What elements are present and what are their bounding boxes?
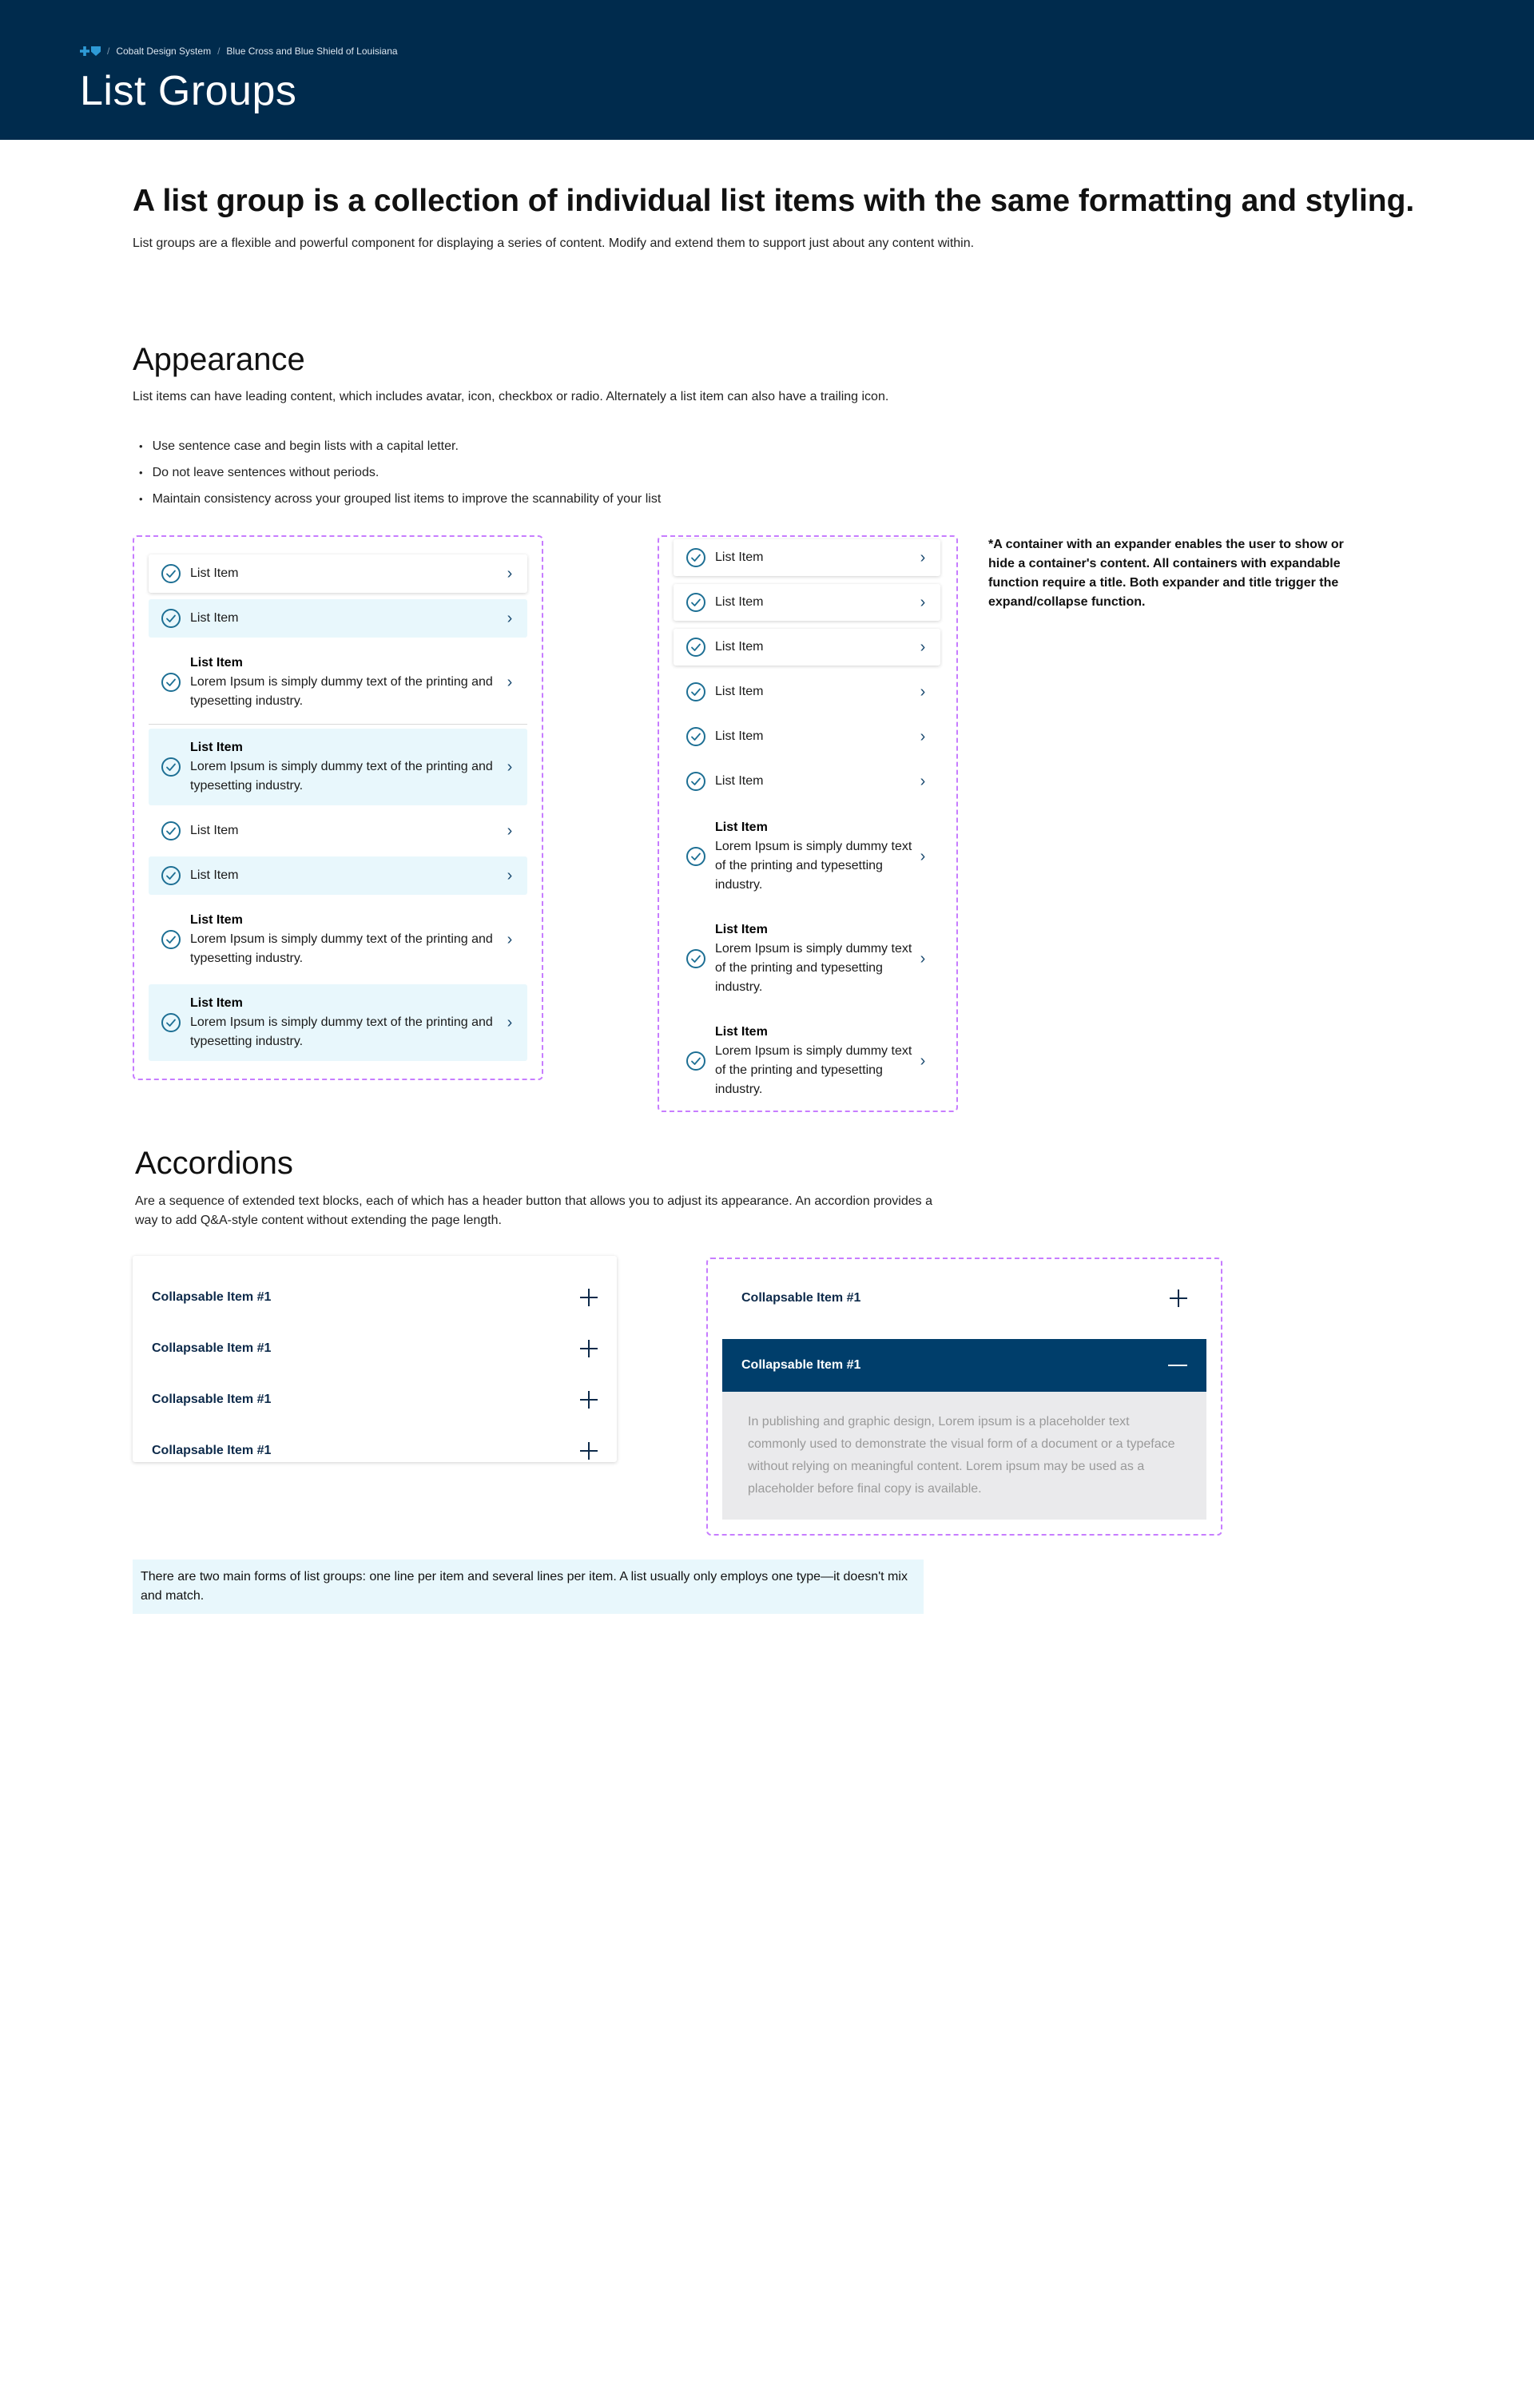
guideline-item: • Maintain consistency across your grouped list items to improve the scannability of your list [139,486,661,512]
check-circle-icon [161,1013,181,1032]
chevron-right-icon[interactable]: › [507,866,513,884]
list-item[interactable] [674,539,940,576]
list-item-label: List Item [190,656,243,670]
accordion-item-label: Collapsable Item #1 [152,1341,272,1355]
accordion-panel-body: In publishing and graphic design, Lorem ipsum is a placeholder text commonly used to demonstrate the visual form of a document or a typeface without relying on meaningful content. Lorem ipsum may be used as a placeholder before final copy is available. [722,1392,1206,1520]
check-circle-icon [161,930,181,949]
list-item-content [715,1023,913,1099]
list-item[interactable] [149,856,527,895]
list-item[interactable] [674,817,940,896]
bcbs-logo-icon [80,46,101,56]
check-circle-icon [161,821,181,840]
accordion-item-expanded[interactable] [722,1339,1206,1392]
list-item-label: List Item [190,868,239,882]
accordion-item-label: Collapsable Item #1 [152,1393,272,1406]
minus-icon[interactable] [1168,1365,1187,1366]
list-item-description: Lorem Ipsum is simply dummy text of the printing and typesetting industry. [190,932,493,965]
chevron-right-icon[interactable]: › [507,930,513,948]
list-item-label: List Item [190,996,243,1010]
list-item-content [190,994,500,1051]
accordion-item-label: Collapsable Item #1 [741,1291,861,1305]
list-item-label: List Item [190,913,243,927]
breadcrumb [80,46,398,57]
guideline-item: • Use sentence case and begin lists with a capital letter. [139,433,661,459]
chevron-right-icon[interactable]: › [920,727,926,745]
list-item-description: Lorem Ipsum is simply dummy text of the printing and typesetting industry. [715,840,912,892]
list-item-label: List Item [190,824,239,837]
chevron-right-icon[interactable]: › [920,1051,926,1070]
breadcrumb-separator: / [217,46,221,57]
list-item[interactable] [149,984,527,1061]
accordion-item[interactable] [152,1384,598,1416]
chevron-right-icon[interactable]: › [920,548,926,566]
list-item-content [715,818,913,895]
chevron-right-icon[interactable]: › [920,682,926,701]
check-circle-icon [686,949,705,968]
intro-title: A list group is a collection of individual list items with the same formatting and styling. [133,184,1415,218]
list-item-content [190,738,500,796]
list-item[interactable] [149,901,527,978]
check-circle-icon [161,757,181,777]
plus-icon[interactable] [580,1289,598,1306]
accordion-collapsed-group [133,1256,617,1462]
breadcrumb-link-cobalt[interactable]: Cobalt Design System [116,46,212,57]
plus-icon[interactable] [580,1442,598,1460]
list-item[interactable] [149,812,527,850]
accordions-text: Are a sequence of extended text blocks, each of which has a header button that allows you to adjust its appearance. An accordion provides a way to add Q&A-style content without extending the page length. [135,1194,932,1227]
guideline-item: • Do not leave sentences without periods. [139,459,661,486]
list-item-label: List Item [190,566,239,580]
chevron-right-icon[interactable]: › [920,847,926,865]
list-item-description: Lorem Ipsum is simply dummy text of the printing and typesetting industry. [190,760,493,793]
list-item-label: List Item [190,611,239,625]
check-circle-icon [686,682,705,701]
accordion-item-label: Collapsable Item #1 [152,1290,272,1304]
list-item-description: Lorem Ipsum is simply dummy text of the printing and typesetting industry. [715,1044,912,1096]
check-circle-icon [686,772,705,791]
list-item-content [190,654,500,711]
accordion-item-label: Collapsable Item #1 [152,1444,272,1457]
list-item-label: List Item [715,1025,768,1039]
chevron-right-icon[interactable]: › [920,593,926,611]
list-item[interactable] [149,644,527,721]
check-circle-icon [686,593,705,612]
list-item-content [715,920,913,997]
list-item[interactable] [674,1021,940,1101]
accordion-item[interactable] [152,1333,598,1365]
list-item-label: List Item [190,741,243,754]
list-item[interactable] [674,763,940,800]
chevron-right-icon[interactable]: › [507,673,513,691]
list-item-label: List Item [715,729,764,743]
expander-note: *A container with an expander enables the user to show or hide a container's content. All containers with expandable function require a title. Both expander and title trigger the expand/collapse function. [988,538,1344,609]
accordion-item[interactable] [152,1281,598,1313]
chevron-right-icon[interactable]: › [507,821,513,840]
list-item[interactable] [674,584,940,621]
check-circle-icon [686,548,705,567]
list-item-label: List Item [715,685,764,698]
breadcrumb-separator: / [107,46,110,57]
accordion-item-label: Collapsable Item #1 [741,1358,861,1372]
chevron-right-icon[interactable]: › [920,772,926,790]
check-circle-icon [161,564,181,583]
check-circle-icon [161,866,181,885]
accordion-item[interactable] [722,1280,1206,1317]
list-item[interactable] [674,629,940,666]
appearance-title: Appearance [133,342,305,377]
breadcrumb-link-bcbs-louisiana[interactable]: Blue Cross and Blue Shield of Louisiana [226,46,398,57]
list-item-description: Lorem Ipsum is simply dummy text of the printing and typesetting industry. [190,675,493,708]
plus-icon[interactable] [580,1340,598,1357]
chevron-right-icon[interactable]: › [920,638,926,656]
list-item[interactable] [149,729,527,805]
list-item-label: List Item [715,640,764,654]
chevron-right-icon[interactable]: › [507,757,513,776]
plus-icon[interactable] [1170,1289,1187,1307]
check-circle-icon [686,1051,705,1071]
plus-icon[interactable] [580,1391,598,1409]
intro-text: List groups are a flexible and powerful component for displaying a series of content. Modify and extend them to support just about any content within. [133,236,975,250]
appearance-guidelines [139,433,661,512]
check-circle-icon [686,638,705,657]
accordions-title: Accordions [135,1146,293,1181]
chevron-right-icon[interactable]: › [920,949,926,968]
chevron-right-icon[interactable]: › [507,564,513,582]
page-title: List Groups [80,68,297,114]
check-circle-icon [161,673,181,692]
list-item[interactable] [674,919,940,999]
check-circle-icon [686,847,705,866]
check-circle-icon [161,609,181,628]
page-header [0,0,1534,140]
list-item-description: Lorem Ipsum is simply dummy text of the printing and typesetting industry. [715,942,912,994]
appearance-text: List items can have leading content, which includes avatar, icon, checkbox or radio. Alternately a list item can also have a trailing icon. [133,390,889,403]
list-item-content [190,911,500,968]
list-item[interactable] [674,674,940,710]
list-item[interactable] [149,599,527,638]
accordion-item[interactable] [152,1435,598,1467]
list-item-label: List Item [715,595,764,609]
list-item[interactable] [674,718,940,755]
list-divider [149,724,527,725]
list-item-label: List Item [715,550,764,564]
list-item-description: Lorem Ipsum is simply dummy text of the printing and typesetting industry. [190,1015,493,1048]
list-item-label: List Item [715,774,764,788]
list-item-label: List Item [715,923,768,936]
chevron-right-icon[interactable]: › [507,1013,513,1031]
list-item[interactable] [149,554,527,593]
list-group-callout: There are two main forms of list groups: one line per item and several lines per item. A list usually only employs one type—it doesn't mix and match. [133,1560,924,1614]
check-circle-icon [686,727,705,746]
list-item-label: List Item [715,821,768,834]
chevron-right-icon[interactable]: › [507,609,513,627]
